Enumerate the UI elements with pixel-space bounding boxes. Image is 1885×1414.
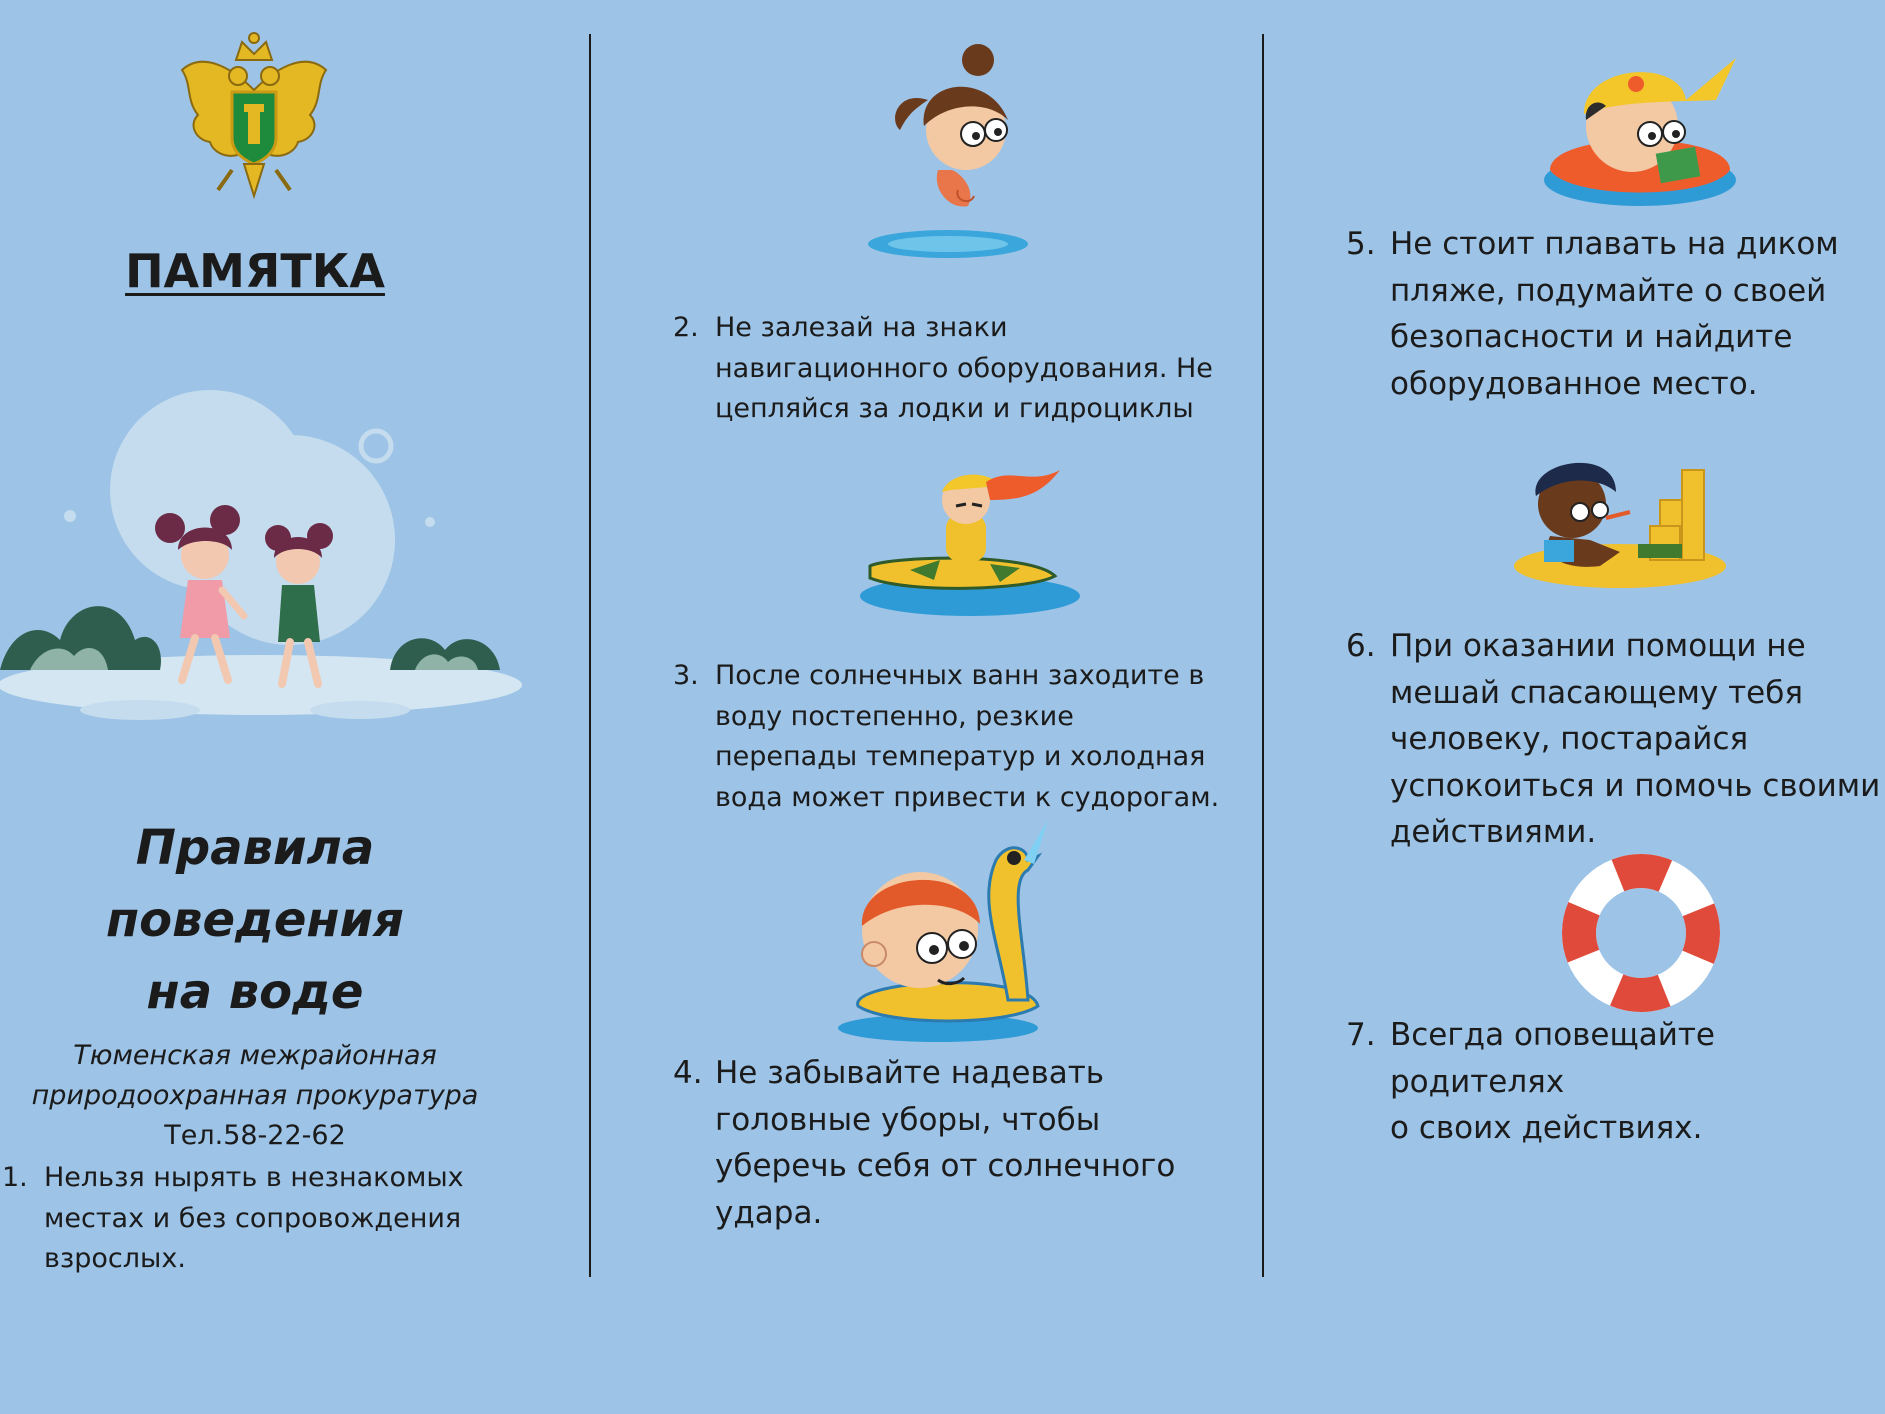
emblem-icon: [174, 30, 334, 205]
org-name-line2: природоохранная прокуратура: [31, 1080, 479, 1111]
boy-reading-in-ring-illustration: [1540, 40, 1740, 210]
rule-item-6: [1346, 623, 1881, 856]
rule-text: При оказании помощи не мешай спасающему тебя человеку, постарайся успокоиться и помочь своими действиями.: [1390, 628, 1881, 850]
rule-number: 7.: [1346, 1017, 1376, 1053]
rule-number: 5.: [1346, 226, 1376, 262]
rule-text: Всегда оповещайте родителях о своих действиях.: [1390, 1017, 1715, 1146]
rule-number: 3.: [673, 660, 699, 691]
rule-item-4: [673, 1050, 1233, 1236]
rule-text: После солнечных ванн заходите в воду постепенно, резкие перепады температур и холодная вода может привести к судорогам.: [715, 660, 1220, 813]
girl-on-jetski-illustration: [850, 456, 1090, 621]
rule-text: Не забывайте надевать головные уборы, чтобы уберечь себя от солнечного удара.: [715, 1055, 1176, 1231]
lifebuoy-icon: [1562, 854, 1720, 1012]
rule-number: 2.: [673, 312, 699, 343]
rules-title-line2: на воде: [146, 964, 364, 1020]
column-divider-left: [589, 34, 591, 1277]
column-divider-right: [1262, 34, 1264, 1277]
rule-item-1: [2, 1158, 502, 1280]
rule-number: 1.: [2, 1162, 28, 1193]
girls-running-illustration: [0, 380, 525, 740]
boy-on-swan-float-illustration: [828, 820, 1064, 1046]
organization-block: [0, 1036, 510, 1156]
rules-title-line1: Правила поведения: [105, 820, 404, 948]
rule-number: 4.: [673, 1055, 703, 1091]
rule-item-5: [1346, 221, 1866, 407]
rule-item-3: [673, 656, 1233, 818]
rule-text: Не залезай на знаки навигационного оборудования. Не цепляйся за лодки и гидроциклы: [715, 312, 1213, 424]
rule-item-7: [1346, 1012, 1881, 1152]
rule-text: Не стоит плавать на диком пляже, подумайте о своей безопасности и найдите оборудованное место.: [1390, 226, 1839, 402]
org-phone: Тел.58-22-62: [164, 1120, 346, 1151]
rule-item-2: [673, 308, 1233, 430]
rules-title: [0, 812, 510, 1028]
org-name-line1: Тюменская межрайонная: [73, 1040, 437, 1071]
memo-title: ПАМЯТКА: [125, 244, 385, 298]
rule-text: Нельзя нырять в незнакомых местах и без сопровождения взрослых.: [44, 1162, 464, 1274]
rule-number: 6.: [1346, 628, 1376, 664]
boy-sandcastle-illustration: [1510, 440, 1730, 590]
girl-diving-illustration: [858, 30, 1038, 262]
